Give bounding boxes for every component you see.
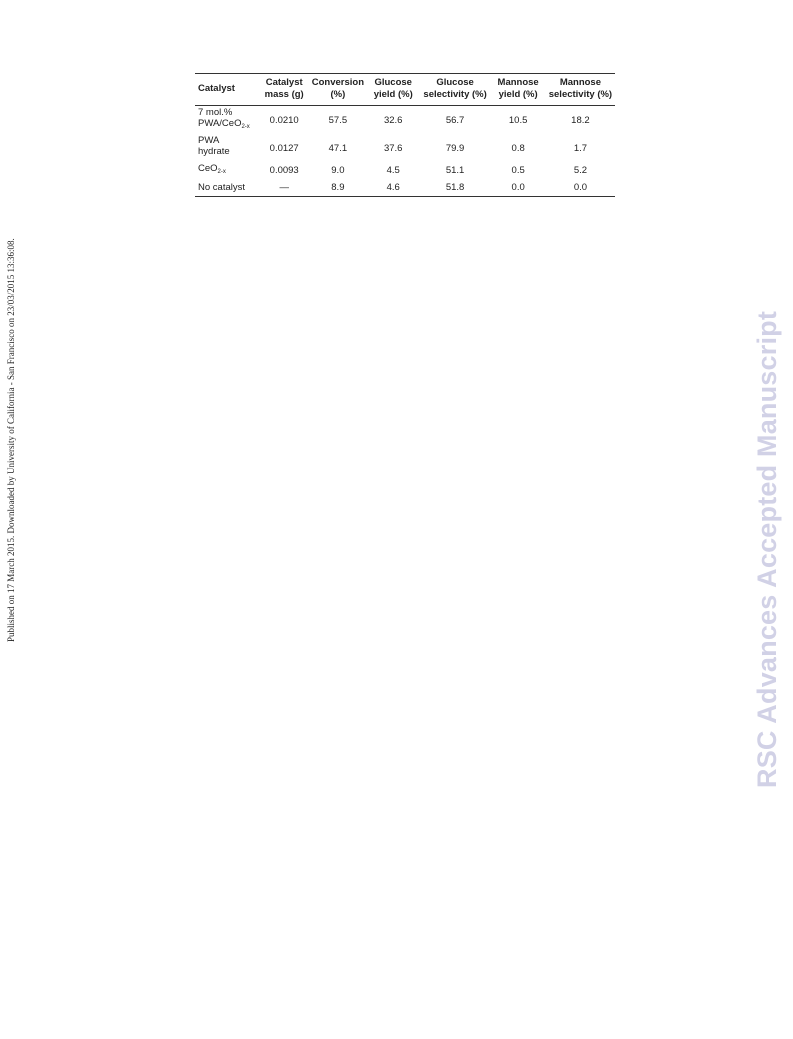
publication-note: Published on 17 March 2015. Downloaded by University of California - San Francisco on 23/03/2015 13:36:08. — [6, 238, 16, 642]
cell-mannose-yield: 0.5 — [511, 165, 525, 176]
cell-mannose-selectivity: 18.2 — [571, 114, 590, 126]
table-body — [195, 106, 615, 197]
cell-mannose-yield: 0.0 — [490, 179, 545, 197]
results-table-container — [195, 73, 615, 197]
table-row — [195, 106, 615, 135]
table-header — [195, 74, 615, 106]
cell-mannose-yield: 0.8 — [511, 142, 525, 154]
cell-catalyst-mass: 0.0210 — [269, 114, 299, 126]
table-row — [195, 179, 615, 197]
header-catalyst-mass: Catalyst mass (g) — [259, 74, 309, 106]
cell-mannose-yield: 10.5 — [508, 114, 528, 126]
cell-glucose-yield: 4.6 — [367, 179, 420, 197]
row-catalyst-name: PWA hydrate — [198, 135, 230, 157]
journal-watermark: RSC Advances Accepted Manuscript — [752, 310, 782, 788]
cell-mannose-selectivity: 5.2 — [573, 165, 588, 176]
cell-glucose-yield: 32.6 — [383, 114, 403, 126]
table-row — [195, 162, 615, 179]
cell-conversion: 9.0 — [331, 165, 345, 176]
cell-glucose-selectivity: 51.8 — [420, 179, 491, 197]
cell-glucose-selectivity: 79.9 — [445, 142, 465, 154]
header-conversion: Conversion (%) — [309, 74, 367, 106]
cell-catalyst-mass: 0.0093 — [269, 165, 299, 176]
row-catalyst-name: 7 mol.% PWA/CeO$_{2-x}$ — [198, 107, 250, 130]
table-row — [195, 134, 615, 162]
row-catalyst-name: CeO$_{2-x}$ — [198, 163, 226, 175]
header-mannose-yield: Mannose yield (%) — [490, 74, 545, 106]
cell-glucose-yield: 4.5 — [386, 165, 400, 176]
cell-glucose-selectivity: 56.7 — [445, 114, 465, 126]
cell-mannose-selectivity: 1.7 — [573, 142, 588, 154]
cell-conversion: 57.5 — [328, 114, 348, 126]
header-glucose-yield: Glucose yield (%) — [367, 74, 420, 106]
cell-mannose-selectivity: 0.0 — [546, 179, 615, 197]
catalyst-results-table — [195, 73, 615, 197]
cell-conversion: 8.9 — [309, 179, 367, 197]
cell-conversion: 47.1 — [328, 142, 348, 154]
cell-glucose-yield: 37.6 — [383, 142, 403, 154]
row-catalyst-name: No catalyst — [195, 179, 259, 197]
cell-catalyst-mass: 0.0127 — [269, 142, 299, 154]
header-catalyst: Catalyst — [195, 74, 259, 106]
header-glucose-selectivity: Glucose selectivity (%) — [420, 74, 491, 106]
cell-catalyst-mass: — — [259, 179, 309, 197]
header-mannose-selectivity: Mannose selectivity (%) — [546, 74, 615, 106]
cell-glucose-selectivity: 51.1 — [445, 165, 465, 176]
